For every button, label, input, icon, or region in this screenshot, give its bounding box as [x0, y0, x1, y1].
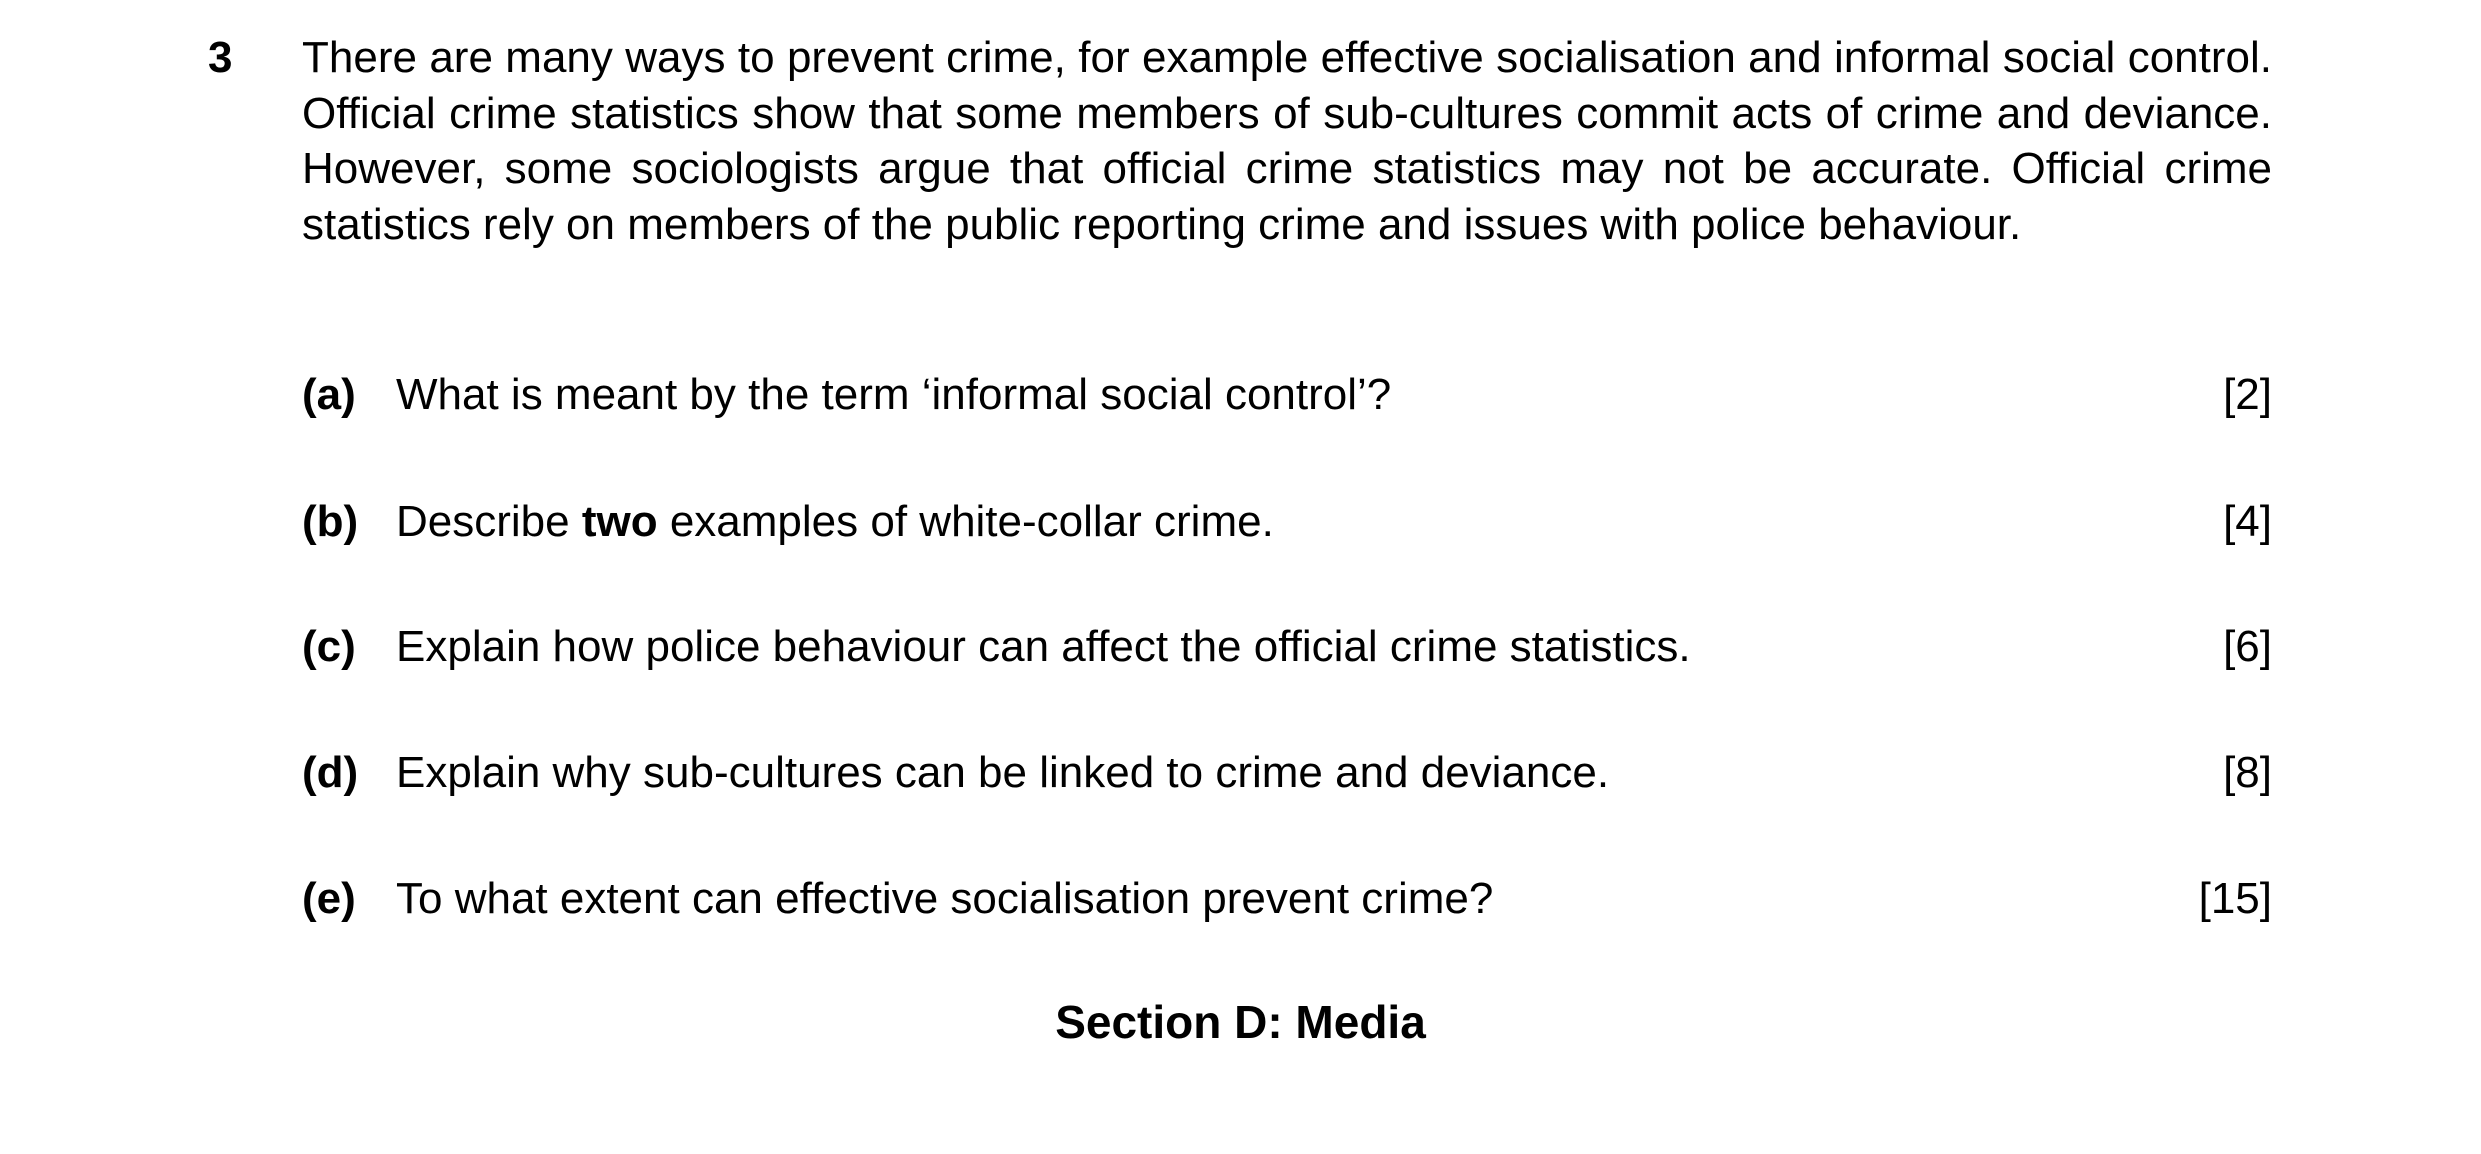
part-text: What is meant by the term ‘informal social control’?	[396, 370, 1392, 419]
part-label: (c)	[302, 622, 356, 671]
part-text-end: examples of white-collar crime.	[657, 497, 1274, 546]
part-text: Explain why sub-cultures can be linked to crime and deviance.	[396, 748, 1610, 797]
part-text: Explain how police behaviour can affect the official crime statistics.	[396, 622, 1691, 671]
marks-allocation: [2]	[2223, 370, 2272, 419]
emphasis-text: two	[581, 497, 658, 546]
question-part-b	[302, 492, 2272, 552]
question-stem: There are many ways to prevent crime, for example effective socialisation and informal social control. Official crime statistics show that some members of sub-cultures commit acts of crime and deviance. However, some sociologists argue that official crime statistics may not be accurate. Official crime statistics rely on members of the public reporting crime and issues with police behaviour.	[302, 33, 2272, 249]
marks-allocation: [15]	[2198, 874, 2272, 923]
marks-allocation: [6]	[2223, 622, 2272, 671]
part-text	[396, 492, 1274, 552]
part-label: (d)	[302, 748, 359, 797]
question-part-c	[302, 617, 2272, 677]
part-text: To what extent can effective socialisation prevent crime?	[396, 874, 1494, 923]
part-label: (a)	[302, 370, 356, 419]
part-label: (e)	[302, 874, 356, 923]
marks-allocation: [8]	[2223, 748, 2272, 797]
question-part-a	[302, 365, 2272, 425]
section-heading: Section D: Media	[1055, 996, 1426, 1048]
question-part-d	[302, 743, 2272, 803]
marks-allocation: [4]	[2223, 497, 2272, 546]
part-text-start: Describe	[396, 497, 582, 546]
part-label: (b)	[302, 497, 359, 546]
question-part-e	[302, 869, 2272, 929]
question-number: 3	[208, 33, 233, 82]
